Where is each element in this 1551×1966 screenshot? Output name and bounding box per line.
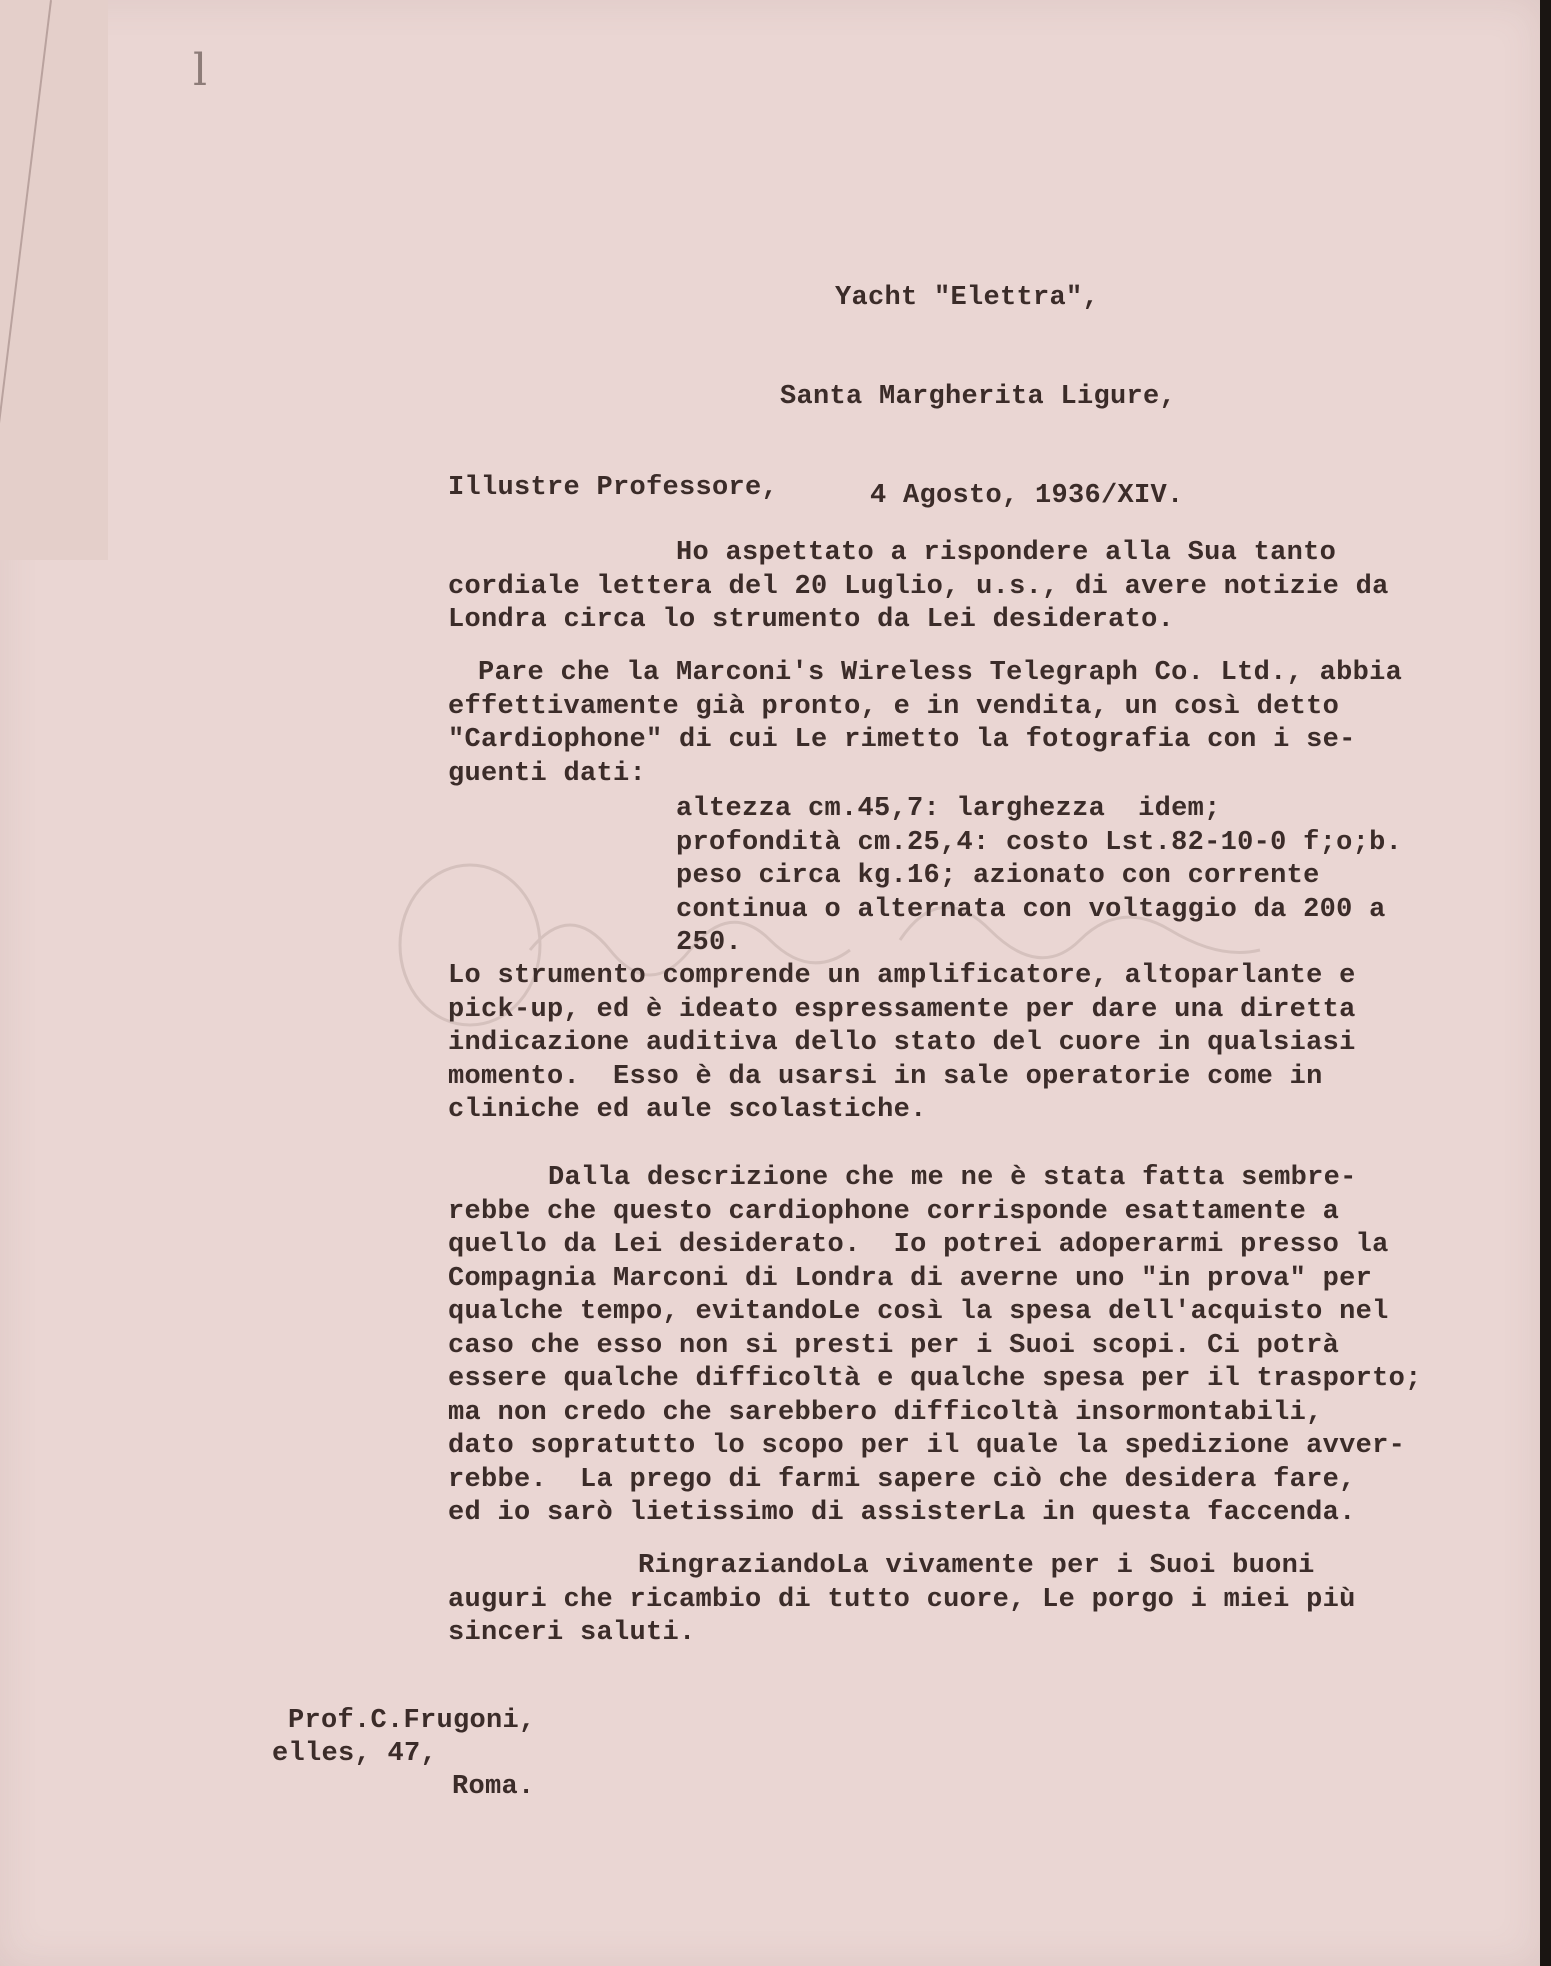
paragraph-line: dato sopratutto lo scopo per il quale la spedizione avver- xyxy=(448,1431,1406,1461)
spec-line: continua o alternata con voltaggio da 200 a xyxy=(676,894,1386,925)
paragraph-line: caso che esso non si presti per i Suoi scopi. Ci potrà xyxy=(448,1330,1340,1361)
paragraph-line: ed io sarò lietissimo di assisterLa in questa faccenda. xyxy=(448,1498,1356,1528)
recipient-address xyxy=(272,1705,536,1804)
paragraph-line: Dalla descrizione che me ne è stata fatta sembre- xyxy=(548,1163,1357,1193)
spec-line: altezza cm.45,7: larghezza idem; xyxy=(676,794,1221,824)
paragraph-line: "Cardiophone" di cui Le rimetto la fotografia con i se- xyxy=(448,725,1356,755)
paragraph xyxy=(448,657,1488,791)
paragraph-line: cordiale lettera del 20 Luglio, u.s., di avere notizie da xyxy=(448,571,1389,602)
specifications-block xyxy=(676,793,1402,961)
paragraph-line: indicazione auditiva dello stato del cuore in qualsiasi xyxy=(448,1028,1356,1058)
paragraph-line: RingraziandoLa vivamente per i Suoi buoni xyxy=(638,1551,1315,1581)
spec-line: peso circa kg.16; azionato con corrente xyxy=(676,861,1320,891)
paragraph-line: Pare che la Marconi's Wireless Telegraph Co. Ltd., abbia xyxy=(478,658,1403,688)
paragraph-line: rebbe. La prego di farmi sapere ciò che desidera fare, xyxy=(448,1464,1356,1495)
paragraph-line: guenti dati: xyxy=(448,758,647,789)
header-line: Yacht "Elettra", xyxy=(835,283,1100,313)
paragraph-line: sinceri saluti. xyxy=(448,1618,696,1648)
paragraph-line: Londra circa lo strumento da Lei desiderato. xyxy=(448,605,1175,635)
salutation: Illustre Professore, xyxy=(448,473,779,503)
paragraph-line: Ho aspettato a rispondere alla Sua tanto xyxy=(676,538,1337,568)
pencil-marginalia: l xyxy=(193,45,208,96)
paragraph-line: momento. Esso è da usarsi in sale operatorie come in xyxy=(448,1061,1323,1092)
paragraph-line: auguri che ricambio di tutto cuore, Le porgo i miei più xyxy=(448,1584,1356,1615)
paragraph xyxy=(448,960,1488,1128)
letter-header xyxy=(780,216,1184,579)
paragraph xyxy=(448,537,1488,638)
paragraph-line: cliniche ed aule scolastiche. xyxy=(448,1095,927,1125)
paragraph xyxy=(448,1162,1488,1531)
header-line: 4 Agosto, 1936/XIV. xyxy=(870,481,1184,511)
paragraph-line: quello da Lei desiderato. Io potrei adoperarmi presso la xyxy=(448,1230,1389,1260)
spec-line: 250. xyxy=(676,928,743,958)
paragraph-line: pick-up, ed è ideato espressamente per dare una diretta xyxy=(448,994,1356,1025)
paragraph-line: ma non credo che sarebbero difficoltà insormontabili, xyxy=(448,1397,1323,1428)
paragraph-line: Compagnia Marconi di Londra di averne uno "in prova" per xyxy=(448,1263,1373,1294)
spec-line: profondità cm.25,4: costo Lst.82-10-0 f;o;b. xyxy=(676,827,1403,858)
header-line: Santa Margherita Ligure, xyxy=(780,382,1177,412)
paragraph-line: Lo strumento comprende un amplificatore, altoparlante e xyxy=(448,961,1356,991)
address-line: elles, 47, xyxy=(272,1739,438,1769)
paragraph-line: rebbe che questo cardiophone corrisponde esattamente a xyxy=(448,1196,1340,1227)
paragraph xyxy=(448,1550,1488,1651)
address-line: Roma. xyxy=(452,1772,535,1802)
paragraph-line: qualche tempo, evitandoLe così la spesa dell'acquisto nel xyxy=(448,1297,1389,1327)
paragraph-line: essere qualche difficoltà e qualche spesa per il trasporto; xyxy=(448,1364,1422,1394)
address-line: Prof.C.Frugoni, xyxy=(288,1706,536,1736)
paragraph-line: effettivamente già pronto, e in vendita, un così detto xyxy=(448,691,1340,722)
